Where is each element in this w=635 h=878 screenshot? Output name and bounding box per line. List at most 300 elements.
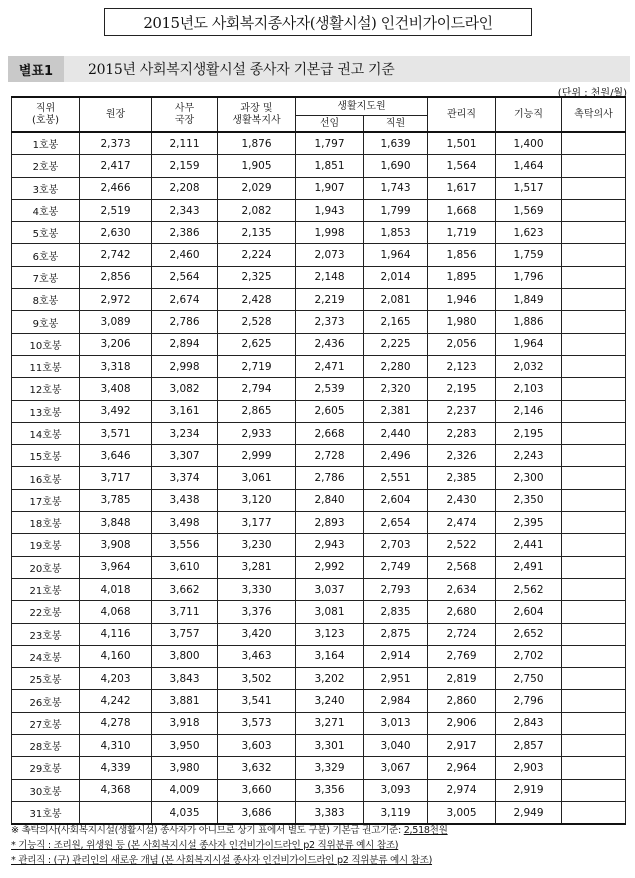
cell-grade: 18호봉: [12, 512, 80, 534]
cell-doctor: [562, 400, 626, 422]
cell-grade: 1호봉: [12, 132, 80, 155]
cell-manager: 3,177: [218, 512, 296, 534]
cell-management: 1,617: [428, 177, 496, 199]
cell-director: 2,856: [80, 266, 152, 288]
cell-secretary: 3,307: [152, 445, 218, 467]
header-doctor: 촉탁의사: [562, 97, 626, 132]
table-row: [12, 690, 626, 712]
cell-technical: 2,441: [496, 534, 562, 556]
cell-secretary: 4,035: [152, 801, 218, 824]
document-title: 2015년도 사회복지종사자(생활시설) 인건비가이드라인: [104, 8, 532, 36]
header-senior: 선임: [296, 116, 364, 133]
cell-management: 2,769: [428, 645, 496, 667]
cell-doctor: [562, 556, 626, 578]
header-management: 관리직: [428, 97, 496, 132]
cell-secretary: 3,374: [152, 467, 218, 489]
cell-manager: 3,330: [218, 578, 296, 600]
cell-grade: 30호봉: [12, 779, 80, 801]
cell-staff: 2,551: [364, 467, 428, 489]
cell-management: 2,634: [428, 578, 496, 600]
cell-technical: 2,562: [496, 578, 562, 600]
cell-secretary: 3,610: [152, 556, 218, 578]
cell-senior: 1,998: [296, 222, 364, 244]
cell-grade: 9호봉: [12, 311, 80, 333]
cell-manager: 3,120: [218, 489, 296, 511]
cell-doctor: [562, 422, 626, 444]
cell-management: 2,385: [428, 467, 496, 489]
cell-secretary: 2,343: [152, 199, 218, 221]
cell-director: 2,373: [80, 132, 152, 155]
table-row: [12, 289, 626, 311]
cell-management: 1,856: [428, 244, 496, 266]
footnote-management: * 관리직 : (구) 관리인의 새로운 개념 (본 사회복지시설 종사자 인건비가이드라인 p2 직위분류 예시 참조): [11, 855, 433, 866]
table-row: [12, 512, 626, 534]
cell-manager: 2,428: [218, 289, 296, 311]
cell-doctor: [562, 378, 626, 400]
table-row: [12, 445, 626, 467]
cell-technical: 1,796: [496, 266, 562, 288]
footnote-technical: * 기능직 : 조리원, 위생원 등 (본 사회복지시설 종사자 인건비가이드라인 p2 직위분류 예시 참조): [11, 840, 399, 851]
cell-grade: 6호봉: [12, 244, 80, 266]
cell-senior: 2,605: [296, 400, 364, 422]
cell-management: 2,283: [428, 422, 496, 444]
cell-technical: 1,849: [496, 289, 562, 311]
cell-grade: 26호봉: [12, 690, 80, 712]
cell-director: 2,466: [80, 177, 152, 199]
cell-doctor: [562, 489, 626, 511]
cell-director: 3,318: [80, 355, 152, 377]
cell-manager: 3,573: [218, 712, 296, 734]
cell-grade: 20호봉: [12, 556, 80, 578]
cell-grade: 29호봉: [12, 757, 80, 779]
header-secretary: 사무 국장: [152, 97, 218, 132]
cell-director: 3,908: [80, 534, 152, 556]
cell-director: 2,519: [80, 199, 152, 221]
cell-senior: 3,383: [296, 801, 364, 824]
cell-manager: 3,420: [218, 623, 296, 645]
table-row: [12, 645, 626, 667]
cell-manager: 3,603: [218, 735, 296, 757]
cell-technical: 2,796: [496, 690, 562, 712]
cell-grade: 23호봉: [12, 623, 80, 645]
cell-manager: 2,933: [218, 422, 296, 444]
table-row: [12, 199, 626, 221]
footnote-doctor-text: ※ 촉탁의사(사회복지시설(생활시설) 종사자가 아니므로 상기 표에서 별도 구분) 기본급 권고기준:: [11, 825, 404, 836]
cell-senior: 3,240: [296, 690, 364, 712]
table-row: [12, 266, 626, 288]
table-row: [12, 177, 626, 199]
table-row: [12, 556, 626, 578]
cell-secretary: 3,498: [152, 512, 218, 534]
cell-doctor: [562, 199, 626, 221]
cell-grade: 15호봉: [12, 445, 80, 467]
cell-manager: 3,061: [218, 467, 296, 489]
cell-director: 3,646: [80, 445, 152, 467]
cell-senior: 1,943: [296, 199, 364, 221]
cell-director: 3,964: [80, 556, 152, 578]
cell-manager: 2,325: [218, 266, 296, 288]
cell-secretary: 2,674: [152, 289, 218, 311]
cell-management: 1,564: [428, 155, 496, 177]
table-row: [12, 712, 626, 734]
cell-senior: 3,356: [296, 779, 364, 801]
cell-staff: 2,081: [364, 289, 428, 311]
cell-staff: 2,320: [364, 378, 428, 400]
cell-grade: 14호봉: [12, 422, 80, 444]
cell-staff: 2,951: [364, 668, 428, 690]
cell-technical: 1,400: [496, 132, 562, 155]
table-label: 별표1: [8, 56, 64, 82]
table-row: [12, 779, 626, 801]
table-row: [12, 489, 626, 511]
header-director: 원장: [80, 97, 152, 132]
cell-technical: 2,350: [496, 489, 562, 511]
cell-staff: 2,984: [364, 690, 428, 712]
table-row: [12, 601, 626, 623]
cell-technical: 2,395: [496, 512, 562, 534]
cell-grade: 12호봉: [12, 378, 80, 400]
cell-senior: 2,786: [296, 467, 364, 489]
cell-secretary: 2,786: [152, 311, 218, 333]
cell-doctor: [562, 512, 626, 534]
cell-senior: 2,840: [296, 489, 364, 511]
cell-doctor: [562, 266, 626, 288]
cell-director: 4,068: [80, 601, 152, 623]
cell-manager: 2,794: [218, 378, 296, 400]
cell-grade: 16호봉: [12, 467, 80, 489]
cell-management: 2,974: [428, 779, 496, 801]
cell-secretary: 4,009: [152, 779, 218, 801]
cell-staff: 2,654: [364, 512, 428, 534]
cell-management: 3,005: [428, 801, 496, 824]
cell-management: 1,895: [428, 266, 496, 288]
cell-doctor: [562, 801, 626, 824]
header-technical: 기능직: [496, 97, 562, 132]
cell-grade: 28호봉: [12, 735, 80, 757]
cell-secretary: 3,918: [152, 712, 218, 734]
cell-senior: 3,271: [296, 712, 364, 734]
cell-technical: 1,569: [496, 199, 562, 221]
cell-staff: 3,093: [364, 779, 428, 801]
cell-management: 2,326: [428, 445, 496, 467]
cell-senior: 1,907: [296, 177, 364, 199]
cell-secretary: 3,711: [152, 601, 218, 623]
cell-doctor: [562, 155, 626, 177]
cell-director: 3,571: [80, 422, 152, 444]
cell-director: 3,408: [80, 378, 152, 400]
cell-staff: 2,604: [364, 489, 428, 511]
cell-senior: 2,219: [296, 289, 364, 311]
cell-secretary: 3,161: [152, 400, 218, 422]
cell-senior: 2,728: [296, 445, 364, 467]
cell-management: 2,906: [428, 712, 496, 734]
cell-staff: 2,875: [364, 623, 428, 645]
cell-doctor: [562, 355, 626, 377]
cell-technical: 2,652: [496, 623, 562, 645]
cell-manager: 1,876: [218, 132, 296, 155]
cell-doctor: [562, 757, 626, 779]
cell-grade: 25호봉: [12, 668, 80, 690]
cell-senior: 3,081: [296, 601, 364, 623]
cell-director: 3,492: [80, 400, 152, 422]
cell-senior: 2,148: [296, 266, 364, 288]
cell-director: 3,717: [80, 467, 152, 489]
cell-grade: 5호봉: [12, 222, 80, 244]
cell-technical: 1,623: [496, 222, 562, 244]
unit-note: (단위 : 천원/월): [557, 88, 627, 99]
cell-doctor: [562, 578, 626, 600]
footnote-doctor: [11, 823, 631, 838]
cell-grade: 22호봉: [12, 601, 80, 623]
table-row: [12, 623, 626, 645]
cell-doctor: [562, 333, 626, 355]
cell-grade: 11호봉: [12, 355, 80, 377]
cell-staff: 2,440: [364, 422, 428, 444]
cell-doctor: [562, 601, 626, 623]
cell-grade: 7호봉: [12, 266, 80, 288]
cell-management: 1,501: [428, 132, 496, 155]
cell-senior: 1,851: [296, 155, 364, 177]
cell-technical: 1,759: [496, 244, 562, 266]
cell-doctor: [562, 311, 626, 333]
cell-secretary: 2,460: [152, 244, 218, 266]
cell-senior: 2,471: [296, 355, 364, 377]
cell-secretary: 3,438: [152, 489, 218, 511]
cell-management: 2,474: [428, 512, 496, 534]
cell-management: 1,980: [428, 311, 496, 333]
cell-manager: 2,135: [218, 222, 296, 244]
cell-staff: 2,835: [364, 601, 428, 623]
cell-grade: 27호봉: [12, 712, 80, 734]
cell-technical: 2,103: [496, 378, 562, 400]
cell-staff: 2,165: [364, 311, 428, 333]
cell-manager: 2,224: [218, 244, 296, 266]
salary-table: [11, 96, 626, 825]
cell-senior: 2,668: [296, 422, 364, 444]
cell-technical: 2,491: [496, 556, 562, 578]
cell-grade: 31호봉: [12, 801, 80, 824]
cell-secretary: 3,843: [152, 668, 218, 690]
cell-staff: 1,639: [364, 132, 428, 155]
cell-senior: 2,992: [296, 556, 364, 578]
cell-staff: 1,799: [364, 199, 428, 221]
table-row: [12, 333, 626, 355]
cell-technical: 2,750: [496, 668, 562, 690]
cell-grade: 19호봉: [12, 534, 80, 556]
table-row: [12, 801, 626, 824]
cell-manager: 2,865: [218, 400, 296, 422]
cell-director: 2,972: [80, 289, 152, 311]
cell-senior: 3,329: [296, 757, 364, 779]
cell-doctor: [562, 779, 626, 801]
cell-director: 4,203: [80, 668, 152, 690]
cell-grade: 13호봉: [12, 400, 80, 422]
cell-staff: 1,690: [364, 155, 428, 177]
cell-secretary: 3,082: [152, 378, 218, 400]
cell-senior: 2,893: [296, 512, 364, 534]
cell-manager: 3,660: [218, 779, 296, 801]
cell-staff: 2,014: [364, 266, 428, 288]
cell-doctor: [562, 445, 626, 467]
cell-director: 4,116: [80, 623, 152, 645]
table-row: [12, 244, 626, 266]
cell-secretary: 2,894: [152, 333, 218, 355]
cell-manager: 3,502: [218, 668, 296, 690]
cell-secretary: 3,980: [152, 757, 218, 779]
cell-director: 4,339: [80, 757, 152, 779]
table-row: [12, 378, 626, 400]
cell-management: 2,195: [428, 378, 496, 400]
cell-management: 2,237: [428, 400, 496, 422]
cell-technical: 1,964: [496, 333, 562, 355]
footnotes: [11, 823, 631, 868]
cell-secretary: 2,111: [152, 132, 218, 155]
cell-senior: 3,301: [296, 735, 364, 757]
cell-technical: 2,919: [496, 779, 562, 801]
table-row: [12, 578, 626, 600]
cell-doctor: [562, 467, 626, 489]
cell-secretary: 3,950: [152, 735, 218, 757]
cell-secretary: 2,564: [152, 266, 218, 288]
cell-grade: 17호봉: [12, 489, 80, 511]
cell-director: 4,278: [80, 712, 152, 734]
cell-technical: 2,903: [496, 757, 562, 779]
table-row: [12, 534, 626, 556]
cell-manager: 2,625: [218, 333, 296, 355]
cell-doctor: [562, 177, 626, 199]
cell-staff: 2,914: [364, 645, 428, 667]
cell-manager: 2,528: [218, 311, 296, 333]
cell-doctor: [562, 289, 626, 311]
cell-secretary: 3,234: [152, 422, 218, 444]
cell-secretary: 2,208: [152, 177, 218, 199]
cell-staff: 1,743: [364, 177, 428, 199]
cell-technical: 2,195: [496, 422, 562, 444]
cell-grade: 24호봉: [12, 645, 80, 667]
cell-management: 2,964: [428, 757, 496, 779]
table-row: [12, 355, 626, 377]
cell-manager: 3,376: [218, 601, 296, 623]
cell-management: 2,680: [428, 601, 496, 623]
cell-doctor: [562, 712, 626, 734]
cell-grade: 10호봉: [12, 333, 80, 355]
cell-doctor: [562, 645, 626, 667]
cell-staff: 3,013: [364, 712, 428, 734]
cell-senior: 2,943: [296, 534, 364, 556]
cell-management: 2,056: [428, 333, 496, 355]
cell-manager: 2,999: [218, 445, 296, 467]
cell-senior: 2,373: [296, 311, 364, 333]
cell-management: 2,724: [428, 623, 496, 645]
table-body: [12, 132, 626, 824]
cell-grade: 2호봉: [12, 155, 80, 177]
cell-technical: 2,843: [496, 712, 562, 734]
cell-senior: 3,123: [296, 623, 364, 645]
cell-management: 2,568: [428, 556, 496, 578]
cell-management: 2,123: [428, 355, 496, 377]
table-row: [12, 155, 626, 177]
cell-staff: 2,280: [364, 355, 428, 377]
table-row: [12, 311, 626, 333]
cell-director: 4,368: [80, 779, 152, 801]
table-row: [12, 757, 626, 779]
cell-staff: 2,496: [364, 445, 428, 467]
cell-director: 2,417: [80, 155, 152, 177]
cell-doctor: [562, 668, 626, 690]
cell-staff: 2,793: [364, 578, 428, 600]
cell-doctor: [562, 534, 626, 556]
cell-grade: 4호봉: [12, 199, 80, 221]
table-row: [12, 467, 626, 489]
cell-director: 2,630: [80, 222, 152, 244]
cell-secretary: 2,998: [152, 355, 218, 377]
cell-manager: 3,541: [218, 690, 296, 712]
cell-doctor: [562, 623, 626, 645]
cell-staff: 3,040: [364, 735, 428, 757]
cell-technical: 2,300: [496, 467, 562, 489]
cell-management: 2,522: [428, 534, 496, 556]
cell-grade: 21호봉: [12, 578, 80, 600]
cell-doctor: [562, 132, 626, 155]
cell-secretary: 3,662: [152, 578, 218, 600]
cell-doctor: [562, 735, 626, 757]
cell-secretary: 3,881: [152, 690, 218, 712]
cell-manager: 1,905: [218, 155, 296, 177]
cell-director: [80, 801, 152, 824]
cell-technical: 1,886: [496, 311, 562, 333]
cell-staff: 1,853: [364, 222, 428, 244]
cell-staff: 3,067: [364, 757, 428, 779]
table-title: 2015년 사회복지생활시설 종사자 기본급 권고 기준: [88, 62, 395, 78]
cell-director: 3,848: [80, 512, 152, 534]
cell-management: 2,917: [428, 735, 496, 757]
table-row: [12, 132, 626, 155]
cell-director: 3,785: [80, 489, 152, 511]
cell-manager: 2,719: [218, 355, 296, 377]
cell-director: 3,206: [80, 333, 152, 355]
cell-manager: 3,463: [218, 645, 296, 667]
cell-senior: 3,202: [296, 668, 364, 690]
cell-manager: 3,686: [218, 801, 296, 824]
cell-manager: 2,029: [218, 177, 296, 199]
cell-technical: 2,146: [496, 400, 562, 422]
cell-grade: 8호봉: [12, 289, 80, 311]
table-row: [12, 735, 626, 757]
cell-senior: 1,797: [296, 132, 364, 155]
cell-staff: 2,381: [364, 400, 428, 422]
header-manager: 과장 및 생활복지사: [218, 97, 296, 132]
table-row: [12, 400, 626, 422]
cell-senior: 2,436: [296, 333, 364, 355]
cell-manager: 3,632: [218, 757, 296, 779]
cell-senior: 3,037: [296, 578, 364, 600]
header-grade: 직위 (호봉): [12, 97, 80, 132]
table-row: [12, 422, 626, 444]
cell-director: 4,242: [80, 690, 152, 712]
cell-secretary: 3,556: [152, 534, 218, 556]
cell-staff: 3,119: [364, 801, 428, 824]
cell-secretary: 2,159: [152, 155, 218, 177]
cell-manager: 3,230: [218, 534, 296, 556]
cell-staff: 2,703: [364, 534, 428, 556]
cell-director: 4,018: [80, 578, 152, 600]
cell-technical: 2,949: [496, 801, 562, 824]
cell-doctor: [562, 690, 626, 712]
cell-senior: 2,073: [296, 244, 364, 266]
cell-technical: 2,243: [496, 445, 562, 467]
cell-technical: 2,857: [496, 735, 562, 757]
cell-senior: 3,164: [296, 645, 364, 667]
